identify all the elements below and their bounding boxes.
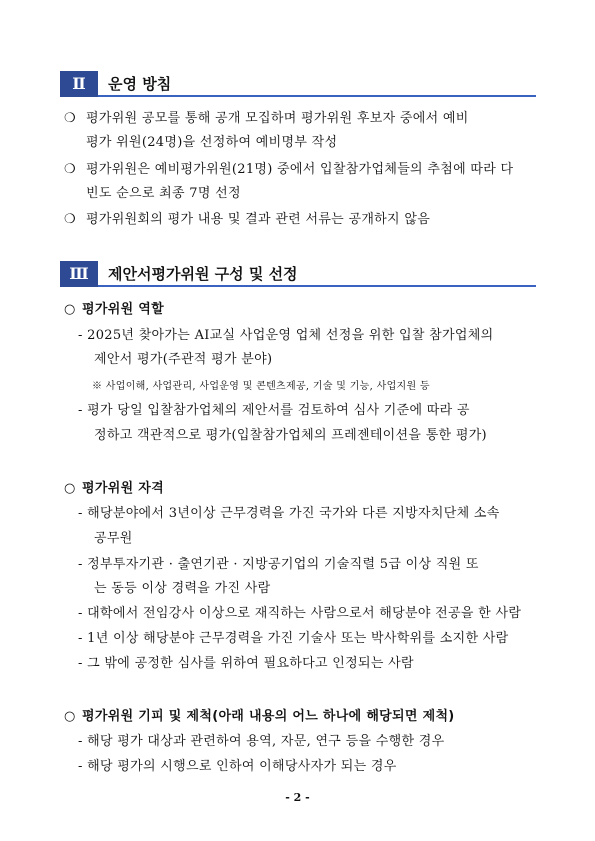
- bullet-icon: ○: [64, 709, 76, 724]
- section-title: 운영 방침: [108, 75, 172, 93]
- role-line-1: - 2025년 찾아가는 AI교실 사업운영 업체 선정을 위한 입찰 참가업체의: [78, 328, 494, 343]
- policy-item-2-line-2: 빈도 순으로 최종 7명 선정: [86, 186, 241, 201]
- role-note: ※ 사업이해, 사업관리, 사업운영 및 콘텐츠제공, 기술 및 기능, 사업지원 등: [92, 381, 430, 392]
- recusal-heading: 평가위원 기피 및 제척(아래 내용의 어느 하나에 해당되면 제척): [82, 709, 455, 724]
- section-title: 제안서평가위원 구성 및 선정: [108, 265, 298, 283]
- role-line-4: 정하고 객관적으로 평가(입찰참가업체의 프레젠테이션을 통한 평가): [94, 428, 487, 443]
- role-line-3: - 평가 당일 입찰참가업체의 제안서를 검토하여 심사 기준에 따라 공: [78, 403, 470, 418]
- section-rule: [98, 95, 536, 97]
- section-2-header: [60, 71, 536, 97]
- qualification-line-6: - 1년 이상 해당분야 근무경력을 가진 기술사 또는 박사학위를 소지한 사람: [78, 631, 509, 646]
- bullet-icon: ❍: [64, 162, 76, 177]
- recusal-line-2: - 해당 평가의 시행으로 인하여 이해당사자가 되는 경우: [78, 759, 397, 774]
- bullet-icon: ❍: [64, 212, 76, 227]
- page-number: - 2 -: [285, 791, 310, 804]
- policy-item-1-line-1: 평가위원 공모를 통해 공개 모집하며 평가위원 후보자 중에서 예비: [86, 111, 469, 126]
- role-line-2: 제안서 평가(주관적 평가 분야): [94, 352, 273, 367]
- section-number: Ⅱ: [60, 71, 98, 97]
- bullet-icon: ○: [64, 302, 76, 317]
- qualification-line-4: 는 동등 이상 경력을 가진 사람: [94, 581, 271, 596]
- section-number: Ⅲ: [60, 261, 98, 287]
- policy-item-2-line-1: 평가위원은 예비평가위원(21명) 중에서 입찰참가업체들의 추첨에 따라 다: [86, 162, 514, 177]
- qualification-line-2: 공무원: [94, 531, 133, 546]
- policy-item-3-line-1: 평가위원회의 평가 내용 및 결과 관련 서류는 공개하지 않음: [86, 212, 431, 227]
- qualification-heading: 평가위원 자격: [82, 481, 164, 496]
- bullet-icon: ❍: [64, 111, 76, 126]
- bullet-icon: ○: [64, 481, 76, 496]
- role-heading: 평가위원 역할: [82, 302, 164, 317]
- qualification-line-5: - 대학에서 전임강사 이상으로 재직하는 사람으로서 해당분야 전공을 한 사람: [78, 606, 522, 621]
- section-3-header: [60, 261, 536, 287]
- qualification-line-1: - 해당분야에서 3년이상 근무경력을 가진 국가와 다른 지방자치단체 소속: [78, 506, 500, 521]
- policy-item-1-line-2: 평가 위원(24명)을 선정하여 예비명부 작성: [86, 135, 338, 150]
- qualification-line-3: - 정부투자기관 · 출연기관 · 지방공기업의 기술직렬 5급 이상 직원 또: [78, 557, 479, 572]
- recusal-line-1: - 해당 평가 대상과 관련하여 용역, 자문, 연구 등을 수행한 경우: [78, 734, 445, 749]
- qualification-line-7: - 그 밖에 공정한 심사를 위하여 필요하다고 인정되는 사람: [78, 656, 414, 671]
- section-rule: [98, 285, 536, 287]
